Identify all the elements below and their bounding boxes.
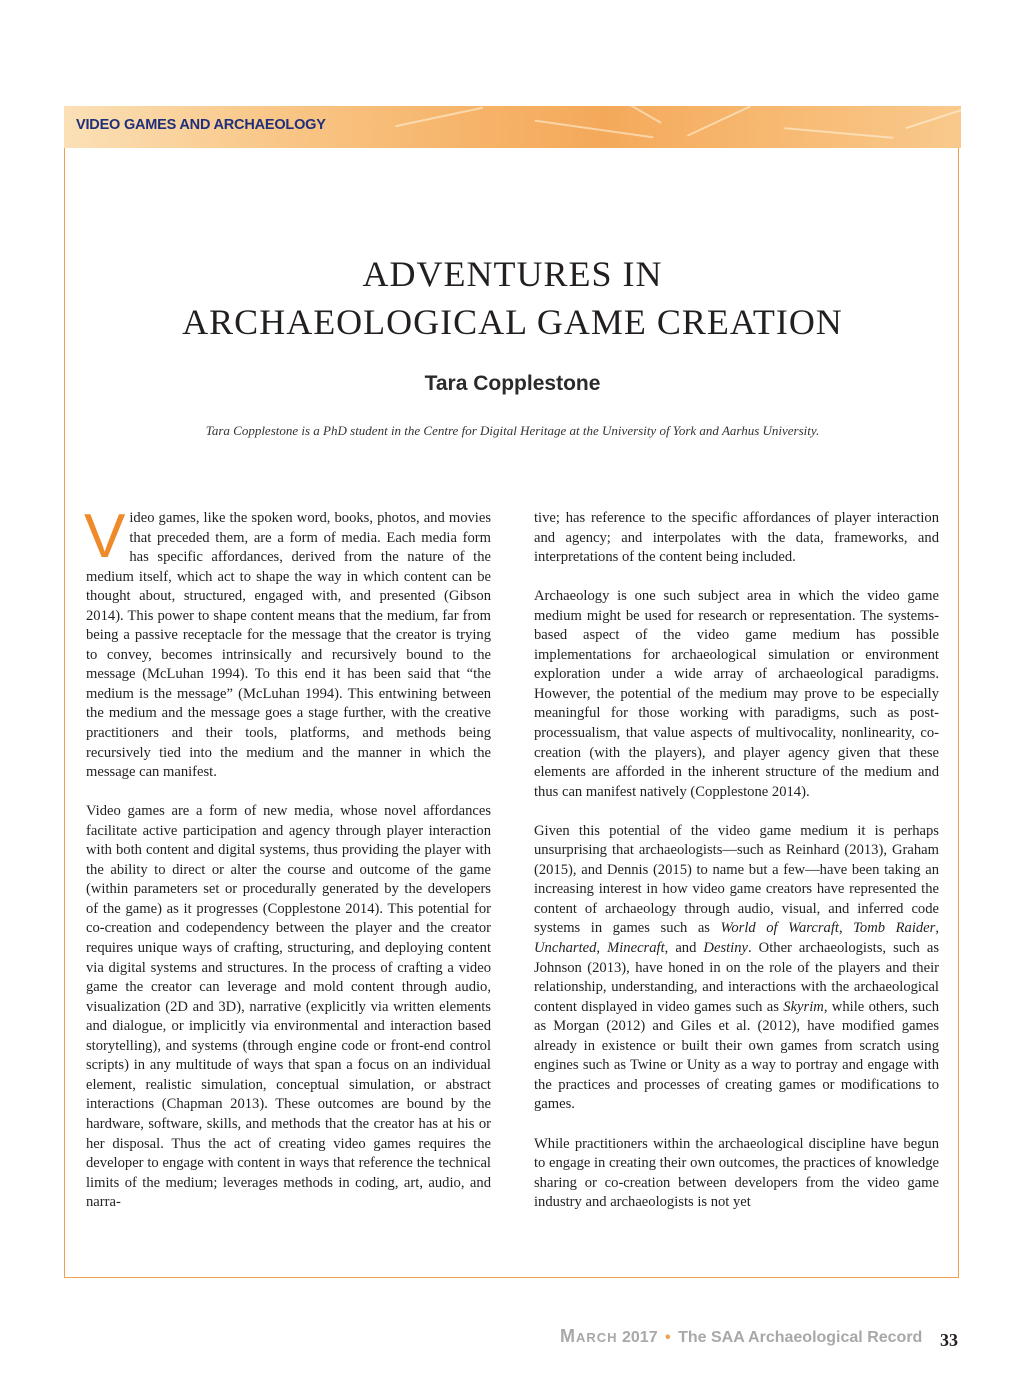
article-title	[64, 250, 961, 346]
drop-cap: V	[84, 502, 126, 571]
paragraph: Given this potential of the video game medium it is perhaps unsurprising that archaeologists—such as Reinhard (2013), Graham (2015), and Dennis (2015) to name but a few—have been taking an increasing interest in how video game creators have represented the content of archaeology through audio, visual, and inferred code systems in games such as World of Warcraft, Tomb Raider, Uncharted, Minecraft, and Destiny. Other archaeologists, such as Johnson (2013), have honed in on the role of the players and their relationship, understanding, and interactions with the archaeological content displayed in video games such as Skyrim, while others, such as Morgan (2012) and Giles et al. (2012), have modified games already in existence or built their own games from scratch using engines such as Twine or Unity as a way to portray and engage with the practices and processes of creating games or modifications to games.	[534, 822, 939, 1113]
section-label: VIDEO GAMES AND ARCHAEOLOGY	[76, 117, 326, 133]
footer-year: 2017	[622, 1329, 658, 1346]
paragraph: Video games are a form of new media, whose novel affordances facilitate active participation and agency through player interaction with both content and digital systems, thus providing the player with the ability to direct or alter the course and outcome of the game (within parameters set or procedurally generated by the developers of the game) as it progresses (Copplestone 2014). This potential for co-creation and codependency between the player and the creator requires unique ways of crafting, structuring, and deploying content via digital systems and structures. In the process of crafting a video game the creator can leverage and mold content through audio, visualization (2D and 3D), narrative (explicitly via written elements and dialogue, or implicitly via environmental and interaction based storytelling), and systems (through engine code or front-end control scripts) in any multitude of ways that span a focus on an individual element, realistic simulation, conceptual simulation, or abstract interactions (Chapman 2013). These outcomes are bound by the hardware, software, skills, and methods that the creator has at his or her disposal. Thus the act of creating video games requires the developer to engage with content in ways that reference the technical limits of the medium; leverages methods in coding, art, audio, and narra-	[86, 803, 491, 1211]
paragraph: tive; has reference to the specific affordances of player interaction and agency; and interpolates with the data, frameworks, and interpretations of the content being included.	[534, 510, 939, 566]
paragraph: While practitioners within the archaeological discipline have begun to engage in creating their own outcomes, the practices of knowledge sharing or co-creation between developers from the video game industry and archaeologists is not yet	[534, 1135, 939, 1211]
left-column	[84, 502, 491, 1232]
author-bio: Tara Copplestone is a PhD student in the Centre for Digital Heritage at the University of York and Aarhus University.	[205, 423, 820, 438]
game-title: Minecraft	[607, 940, 665, 957]
game-title: Destiny	[703, 940, 749, 957]
footer-month: March	[560, 1326, 618, 1346]
game-title: Uncharted	[534, 940, 597, 957]
page-number: 33	[940, 1330, 958, 1350]
game-title: World of Warcraft	[720, 920, 839, 937]
running-footer	[560, 1326, 922, 1347]
game-title: Tomb Raider	[853, 920, 936, 937]
footer-journal: The SAA Archaeological Record	[678, 1329, 923, 1346]
title-line-1: ADVENTURES IN	[362, 254, 663, 294]
paragraph: Video games, like the spoken word, books, photos, and movies that preceded them, are a form of media. Each media form has specific affordances, derived from the nature of the medium itself, which act to shape the way in which content can be thought about, structured, engaged with, and presented (Gibson 2014). This power to shape content means that the medium, far from being a passive receptacle for the message that the creator is trying to convey, becomes intrinsically and recursively bound to the message (McLuhan 1994). To this end it has been said that “the medium is the message” (McLuhan 1994). This entwining between the medium and the message goes a stage further, with the creative practitioners and their tools, platforms, and methods being recursively tied into the medium and the manner in which the message can manifest.	[84, 502, 491, 781]
right-column	[534, 509, 939, 1232]
paragraph: Archaeology is one such subject area in which the video game medium might be used for research or representation. The systems-based aspect of the video game medium has possible implementations for archaeological simulation or environment exploration under a wide array of archaeological paradigms. However, the potential of the medium may prove to be especially meaningful for those working with paradigms, such as post-processualism, that value aspects of multivocality, nonlinearity, co-creation (with the players), and player agency given that these elements are afforded in the inherent structure of the medium and thus can manifest natively (Copplestone 2014).	[534, 588, 939, 800]
game-title: Skyrim	[783, 998, 824, 1015]
author-name: Tara Copplestone	[424, 372, 601, 395]
bullet-icon: •	[665, 1329, 671, 1346]
title-line-2: ARCHAEOLOGICAL GAME CREATION	[182, 302, 843, 342]
section-banner	[64, 106, 961, 148]
